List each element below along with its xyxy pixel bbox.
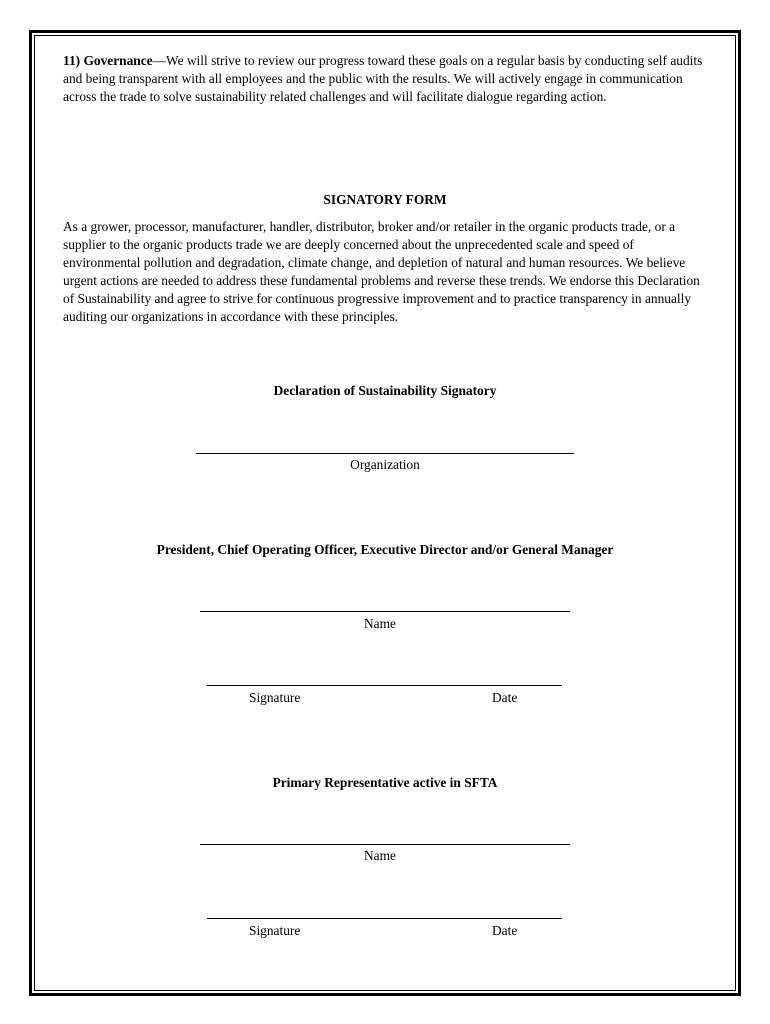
representative-name-label: Name bbox=[364, 848, 396, 863]
representative-signature-label: Signature bbox=[249, 923, 301, 938]
declaration-heading: Declaration of Sustainability Signatory bbox=[273, 383, 497, 398]
officer-signature-line[interactable] bbox=[207, 685, 562, 686]
signatory-form-body: As a grower, processor, manufacturer, handler, distributor, broker and/or retailer in the organic products trade, or a supplier to the organic products trade we are deeply concerned about the unprecedented scale and speed of environmental pollution and degradation, climate change, and depletion of natural and human resources. We believe urgent actions are needed to address these fundamental problems and reverse these trends. We endorse this Declaration of Sustainability and agree to strive for continuous progressive improvement and to practice transparency in annually auditing our organizations in accordance with these principles. bbox=[63, 219, 700, 324]
representative-heading: Primary Representative active in SFTA bbox=[272, 775, 498, 790]
officer-name-label: Name bbox=[364, 616, 396, 631]
representative-signature-line[interactable] bbox=[207, 918, 562, 919]
representative-name-line[interactable] bbox=[200, 844, 570, 845]
governance-paragraph bbox=[63, 52, 703, 106]
representative-date-label: Date bbox=[492, 923, 518, 938]
officer-signature-label: Signature bbox=[249, 690, 301, 705]
officer-date-label: Date bbox=[492, 690, 518, 705]
organization-signature-line[interactable] bbox=[196, 453, 574, 454]
officer-name-line[interactable] bbox=[200, 611, 570, 612]
governance-title: 11) Governance bbox=[63, 53, 153, 68]
signatory-form-title: SIGNATORY FORM bbox=[323, 192, 447, 207]
governance-text: —We will strive to review our progress toward these goals on a regular basis by conducting self audits and being transparent with all employees and the public with the results. We will actively engage in communication across the trade to solve sustainability related challenges and will facilitate dialogue regarding action. bbox=[63, 53, 703, 104]
organization-label: Organization bbox=[350, 457, 420, 472]
officer-heading: President, Chief Operating Officer, Executive Director and/or General Manager bbox=[156, 542, 614, 557]
